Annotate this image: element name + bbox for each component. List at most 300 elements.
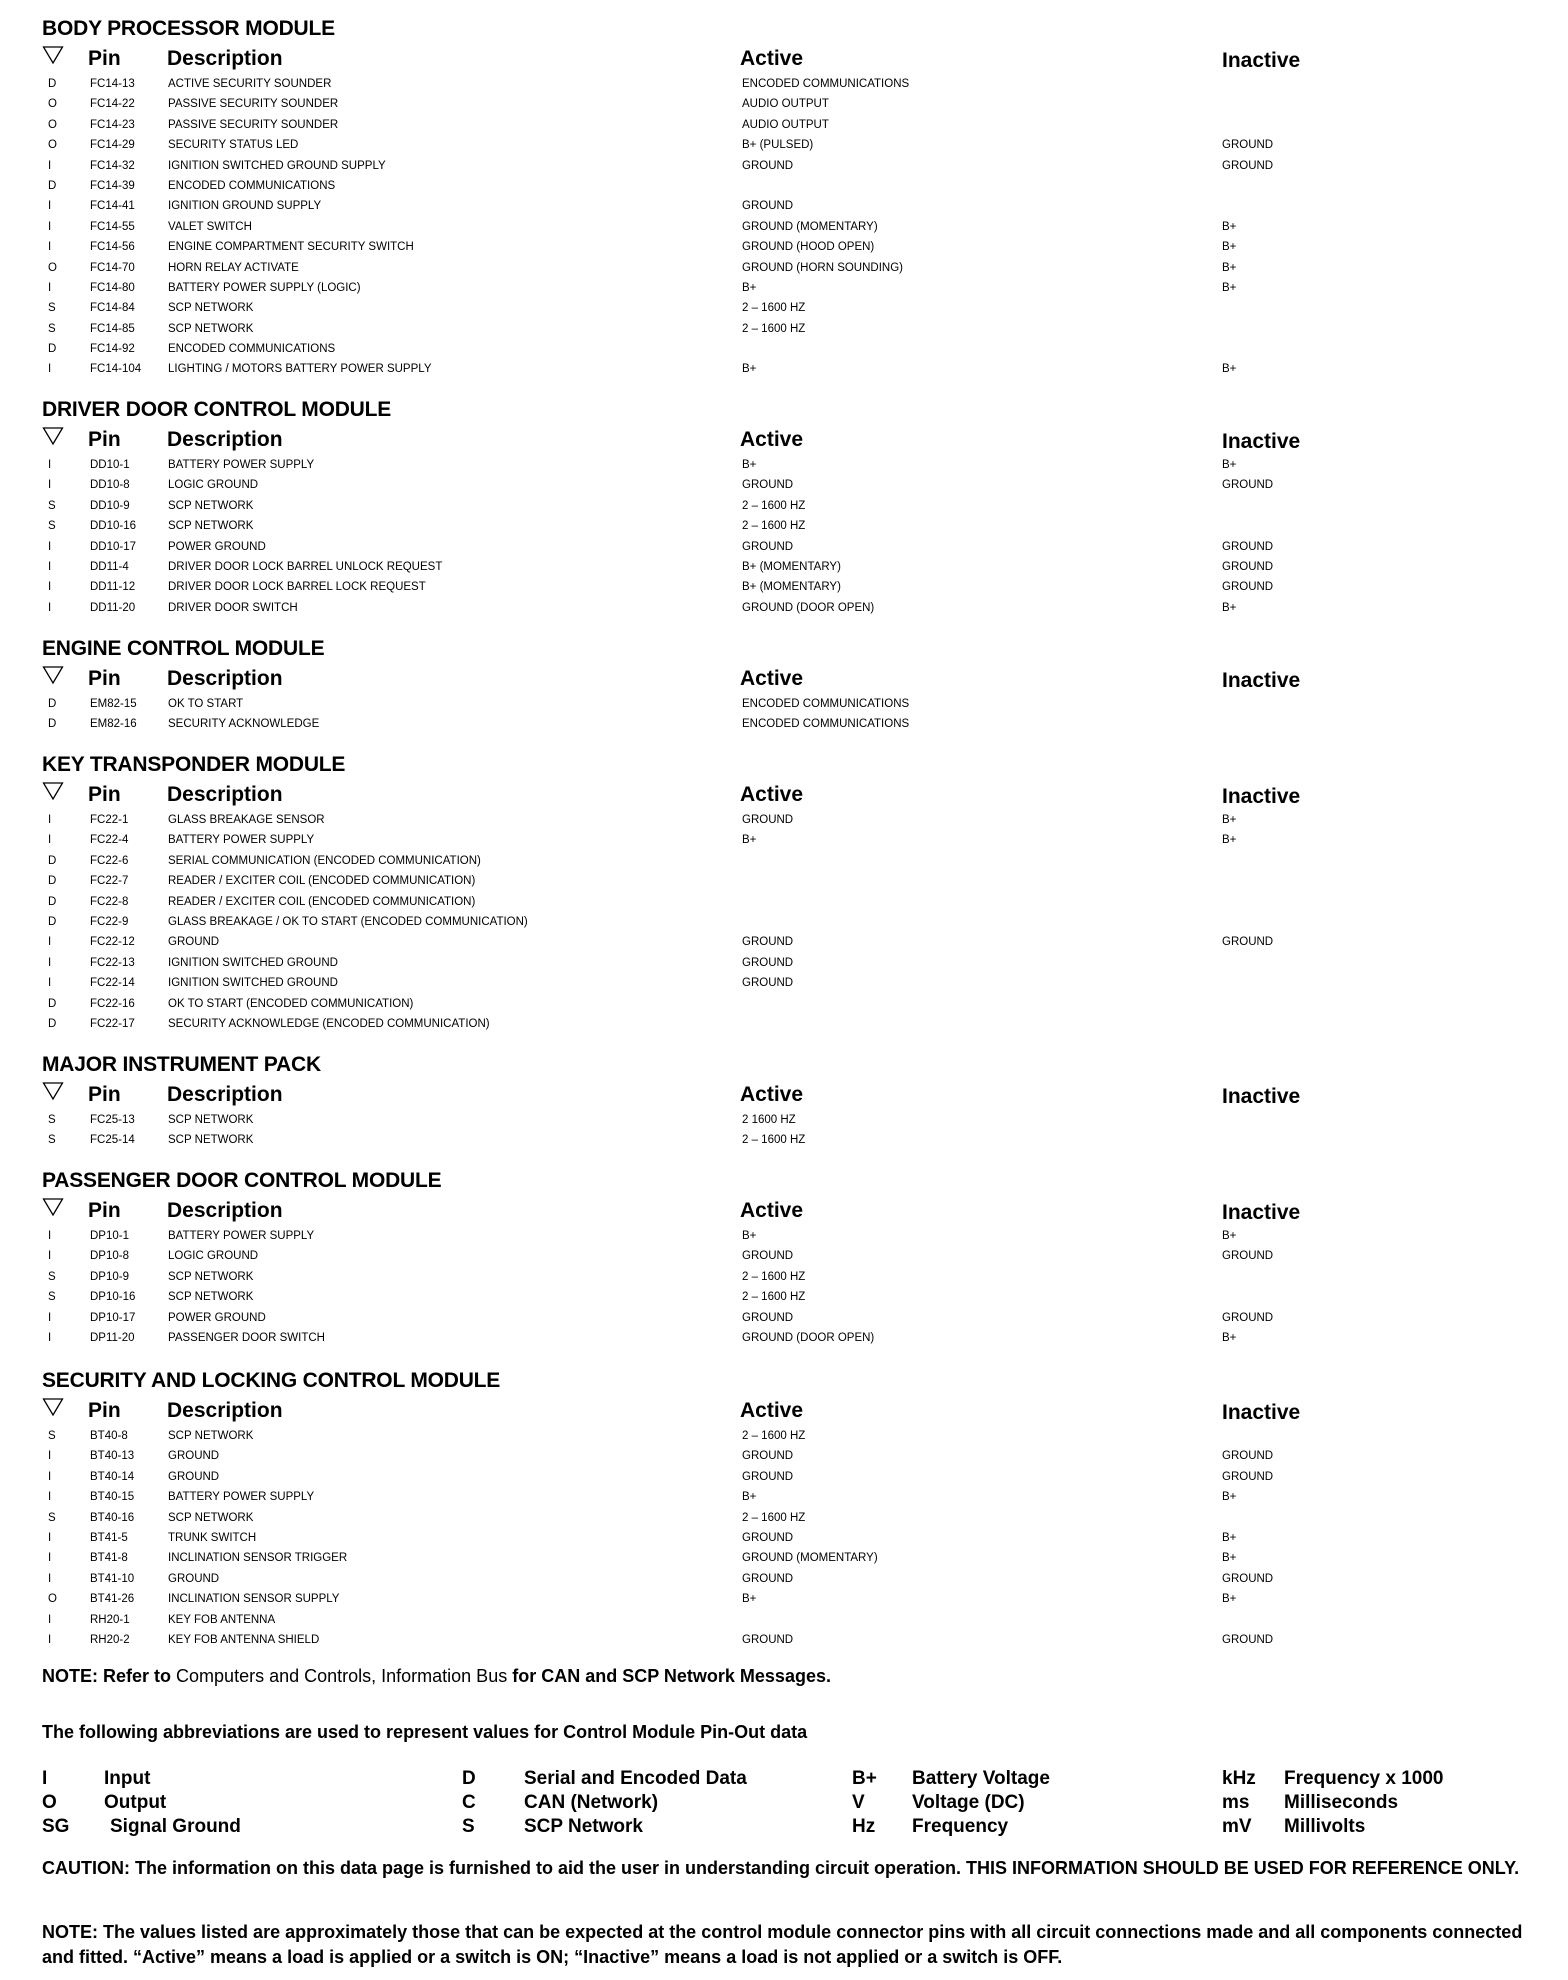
pin-description: PASSIVE SECURITY SOUNDER bbox=[168, 118, 339, 131]
pin-description: IGNITION SWITCHED GROUND bbox=[168, 956, 338, 969]
active-value: 2 – 1600 HZ bbox=[742, 302, 806, 315]
active-value: GROUND bbox=[742, 159, 794, 172]
header-pin: Pin bbox=[88, 783, 121, 806]
header-active: Active bbox=[740, 1083, 804, 1106]
module-title: MAJOR INSTRUMENT PACK bbox=[42, 1053, 321, 1076]
inactive-value: B+ bbox=[1222, 1491, 1237, 1504]
active-value: GROUND bbox=[742, 1572, 794, 1585]
active-value: 2 – 1600 HZ bbox=[742, 520, 806, 533]
io-type: I bbox=[48, 1230, 52, 1242]
active-value: B+ bbox=[742, 1593, 757, 1606]
inactive-value: B+ bbox=[1222, 220, 1237, 233]
abbreviation-meaning: Output bbox=[104, 1792, 167, 1813]
active-value: GROUND (DOOR OPEN) bbox=[742, 1331, 875, 1344]
pin-id: EM82-16 bbox=[90, 718, 137, 731]
pin-row bbox=[42, 851, 1542, 871]
io-type: D bbox=[48, 1017, 57, 1030]
pin-description: TRUNK SWITCH bbox=[168, 1531, 257, 1544]
active-value: 2 – 1600 HZ bbox=[742, 1134, 806, 1147]
abbreviation-code: O bbox=[42, 1792, 57, 1813]
active-value: 2 – 1600 HZ bbox=[742, 1511, 806, 1524]
pin-id: FC14-92 bbox=[90, 343, 135, 356]
pin-id: FC14-41 bbox=[90, 200, 135, 213]
values-note: NOTE: The values listed are approximately those that can be expected at the control module connector pins with all circuit connections made and all components connected and fitted. “Active” means a load is applied or a switch is ON; “Inactive” means a load is not applied or a switch is OFF. bbox=[42, 1922, 1523, 1967]
header-description: Description bbox=[167, 428, 283, 451]
io-type: D bbox=[48, 718, 57, 731]
pin-description: GLASS BREAKAGE SENSOR bbox=[168, 814, 325, 826]
active-value: GROUND (HORN SOUNDING) bbox=[742, 261, 903, 274]
io-type: I bbox=[48, 1450, 52, 1463]
inactive-value: GROUND bbox=[1222, 1311, 1274, 1324]
pin-row bbox=[42, 217, 1542, 237]
io-type: S bbox=[48, 520, 56, 533]
io-type: I bbox=[48, 363, 52, 376]
pin-id: FC14-80 bbox=[90, 281, 135, 294]
pin-row bbox=[42, 830, 1542, 850]
pin-id: FC14-70 bbox=[90, 261, 135, 274]
pin-id: FC22-16 bbox=[90, 997, 135, 1010]
module-section bbox=[42, 1366, 1542, 1650]
io-type: I bbox=[48, 601, 52, 614]
pin-row bbox=[42, 1328, 1542, 1348]
active-value: 2 – 1600 HZ bbox=[742, 322, 806, 335]
io-type: S bbox=[48, 322, 56, 335]
header-inactive: Inactive bbox=[1222, 669, 1301, 692]
pin-id: BT41-26 bbox=[90, 1593, 135, 1606]
io-type: I bbox=[48, 1572, 52, 1585]
pin-row bbox=[42, 994, 1542, 1014]
pin-description: INCLINATION SENSOR TRIGGER bbox=[168, 1552, 348, 1565]
pin-row bbox=[42, 1589, 1542, 1609]
pin-id: FC22-4 bbox=[90, 834, 129, 847]
active-value: GROUND bbox=[742, 1250, 794, 1263]
abbreviation-code: D bbox=[462, 1768, 476, 1789]
pin-id: DD10-17 bbox=[90, 540, 137, 553]
pin-id: DD10-8 bbox=[90, 479, 130, 492]
pin-row bbox=[42, 1110, 1542, 1130]
active-value: AUDIO OUTPUT bbox=[742, 98, 829, 111]
pin-id: FC22-14 bbox=[90, 977, 135, 990]
pin-row bbox=[42, 598, 1542, 618]
io-type: O bbox=[48, 1593, 57, 1606]
active-value: 2 1600 HZ bbox=[742, 1114, 796, 1126]
pin-description: SECURITY ACKNOWLEDGE bbox=[168, 718, 320, 731]
pin-description: PASSENGER DOOR SWITCH bbox=[168, 1331, 325, 1344]
header-pin: Pin bbox=[88, 1083, 121, 1106]
module-section bbox=[42, 14, 1542, 380]
pin-description: LOGIC GROUND bbox=[168, 479, 259, 492]
pin-row bbox=[42, 714, 1542, 734]
pin-description: ENCODED COMMUNICATIONS bbox=[168, 179, 336, 192]
io-type: D bbox=[48, 343, 57, 356]
pin-id: FC22-7 bbox=[90, 875, 129, 888]
inactive-value: GROUND bbox=[1222, 560, 1274, 573]
pin-row bbox=[42, 557, 1542, 577]
pin-description: POWER GROUND bbox=[168, 1311, 266, 1324]
abbreviation-code: V bbox=[852, 1792, 865, 1813]
pin-description: IGNITION SWITCHED GROUND bbox=[168, 977, 338, 990]
pin-description: SCP NETWORK bbox=[168, 322, 254, 335]
pin-description: READER / EXCITER COIL (ENCODED COMMUNICATION) bbox=[168, 895, 476, 908]
pin-description: ACTIVE SECURITY SOUNDER bbox=[168, 78, 332, 90]
pin-description: BATTERY POWER SUPPLY bbox=[168, 1230, 315, 1242]
abbreviation-code: SG bbox=[42, 1816, 70, 1837]
header-inactive: Inactive bbox=[1222, 430, 1301, 453]
io-type: D bbox=[48, 875, 57, 888]
inactive-value: GROUND bbox=[1222, 139, 1274, 152]
pin-id: BT41-5 bbox=[90, 1531, 128, 1544]
header-inactive: Inactive bbox=[1222, 785, 1301, 808]
io-type: S bbox=[48, 1134, 56, 1147]
pin-description: DRIVER DOOR SWITCH bbox=[168, 601, 298, 614]
pin-id: DP11-20 bbox=[90, 1331, 135, 1344]
pin-description: IGNITION SWITCHED GROUND SUPPLY bbox=[168, 159, 386, 172]
pin-row bbox=[42, 953, 1542, 973]
pin-description: LOGIC GROUND bbox=[168, 1250, 259, 1263]
inactive-value: B+ bbox=[1222, 814, 1237, 826]
header-active: Active bbox=[740, 428, 804, 451]
io-type: I bbox=[48, 1331, 52, 1344]
triangle-icon bbox=[42, 665, 64, 685]
active-value: B+ bbox=[742, 1491, 757, 1504]
pin-id: FC14-104 bbox=[90, 363, 142, 376]
caution-text: CAUTION: The information on this data page is furnished to aid the user in understanding circuit operation. THIS INFORMATION SHOULD BE USED FOR REFERENCE ONLY. bbox=[42, 1858, 1520, 1878]
inactive-value: GROUND bbox=[1222, 1572, 1274, 1585]
active-value: B+ bbox=[742, 1230, 757, 1242]
module-title: BODY PROCESSOR MODULE bbox=[42, 17, 335, 40]
io-type: D bbox=[48, 698, 57, 710]
header-description: Description bbox=[167, 783, 283, 806]
pin-id: DP10-9 bbox=[90, 1270, 129, 1283]
abbreviation-meaning: Millivolts bbox=[1284, 1816, 1366, 1837]
pin-description: ENCODED COMMUNICATIONS bbox=[168, 343, 336, 356]
abbreviation-meaning: Frequency x 1000 bbox=[1284, 1768, 1444, 1789]
io-type: I bbox=[48, 956, 52, 969]
pin-description: SCP NETWORK bbox=[168, 1430, 254, 1442]
module-title: ENGINE CONTROL MODULE bbox=[42, 637, 325, 660]
header-pin: Pin bbox=[88, 667, 121, 690]
header-pin: Pin bbox=[88, 1399, 121, 1422]
active-value: GROUND bbox=[742, 1311, 794, 1324]
network-note bbox=[42, 1666, 831, 1687]
pin-description: GROUND bbox=[168, 1572, 220, 1585]
pin-row bbox=[42, 1548, 1542, 1568]
inactive-value: GROUND bbox=[1222, 1450, 1274, 1463]
pin-id: FC22-17 bbox=[90, 1017, 135, 1030]
io-type: S bbox=[48, 1511, 56, 1524]
pin-id: FC25-14 bbox=[90, 1134, 135, 1147]
io-type: I bbox=[48, 459, 52, 471]
module-title: PASSENGER DOOR CONTROL MODULE bbox=[42, 1169, 442, 1192]
pin-id: DP10-17 bbox=[90, 1311, 136, 1324]
io-type: S bbox=[48, 1291, 56, 1304]
pin-description: KEY FOB ANTENNA bbox=[168, 1613, 276, 1626]
inactive-value: B+ bbox=[1222, 1230, 1237, 1242]
pin-id: FC22-13 bbox=[90, 956, 135, 969]
abbreviation-meaning: Serial and Encoded Data bbox=[524, 1768, 747, 1789]
inactive-value: GROUND bbox=[1222, 479, 1274, 492]
active-value: 2 – 1600 HZ bbox=[742, 1430, 806, 1442]
pin-id: BT40-16 bbox=[90, 1511, 135, 1524]
io-type: S bbox=[48, 1114, 56, 1126]
note-refer-text: Refer to bbox=[103, 1666, 172, 1686]
pin-description: SECURITY STATUS LED bbox=[168, 139, 299, 152]
pin-row bbox=[42, 516, 1542, 536]
pin-id: BT41-10 bbox=[90, 1572, 135, 1585]
pin-id: DD11-20 bbox=[90, 601, 136, 614]
pin-row bbox=[42, 810, 1542, 830]
pin-id: RH20-1 bbox=[90, 1613, 130, 1626]
active-value: AUDIO OUTPUT bbox=[742, 118, 829, 131]
pin-description: SCP NETWORK bbox=[168, 1270, 254, 1283]
header-description: Description bbox=[167, 47, 283, 70]
pin-row bbox=[42, 1467, 1542, 1487]
pin-row bbox=[42, 694, 1542, 714]
io-type: I bbox=[48, 936, 52, 949]
io-type: I bbox=[48, 479, 52, 492]
active-value: GROUND bbox=[742, 1450, 794, 1463]
pin-row bbox=[42, 973, 1542, 993]
io-type: O bbox=[48, 98, 57, 111]
inactive-value: B+ bbox=[1222, 459, 1237, 471]
column-header bbox=[42, 1196, 1542, 1226]
pin-id: BT41-8 bbox=[90, 1552, 128, 1565]
pin-id: DD10-16 bbox=[90, 520, 137, 533]
active-value: ENCODED COMMUNICATIONS bbox=[742, 78, 910, 90]
column-header bbox=[42, 44, 1542, 74]
pin-id: FC14-84 bbox=[90, 302, 135, 315]
inactive-value: GROUND bbox=[1222, 540, 1274, 553]
header-inactive: Inactive bbox=[1222, 1085, 1301, 1108]
io-type: D bbox=[48, 997, 57, 1010]
io-type: I bbox=[48, 200, 52, 213]
pin-row bbox=[42, 496, 1542, 516]
pin-id: FC14-39 bbox=[90, 179, 135, 192]
active-value: GROUND (HOOD OPEN) bbox=[742, 241, 875, 254]
pin-id: BT40-13 bbox=[90, 1450, 135, 1463]
pin-row bbox=[42, 94, 1542, 114]
active-value: GROUND (DOOR OPEN) bbox=[742, 601, 875, 614]
io-type: O bbox=[48, 261, 57, 274]
pin-row bbox=[42, 319, 1542, 339]
pin-row bbox=[42, 1014, 1542, 1034]
header-active: Active bbox=[740, 783, 804, 806]
io-type: I bbox=[48, 159, 52, 172]
io-type: I bbox=[48, 1531, 52, 1544]
pin-row bbox=[42, 1246, 1542, 1266]
column-header bbox=[42, 780, 1542, 810]
abbreviations-intro: The following abbreviations are used to represent values for Control Module Pin-Out data bbox=[42, 1722, 808, 1742]
pin-description: VALET SWITCH bbox=[168, 220, 252, 233]
io-type: D bbox=[48, 915, 57, 928]
pin-description: GROUND bbox=[168, 1450, 220, 1463]
pin-row bbox=[42, 537, 1542, 557]
note-reference-link[interactable]: Computers and Controls, Information Bus bbox=[176, 1666, 508, 1686]
header-active: Active bbox=[740, 667, 804, 690]
header-inactive: Inactive bbox=[1222, 49, 1301, 72]
triangle-icon bbox=[42, 1081, 64, 1101]
io-type: I bbox=[48, 220, 52, 233]
io-type: I bbox=[48, 540, 52, 553]
column-header bbox=[42, 425, 1542, 455]
io-type: I bbox=[48, 241, 52, 254]
pin-description: POWER GROUND bbox=[168, 540, 266, 553]
column-header bbox=[42, 664, 1542, 694]
header-inactive: Inactive bbox=[1222, 1201, 1301, 1224]
header-pin: Pin bbox=[88, 47, 121, 70]
pin-description: BATTERY POWER SUPPLY bbox=[168, 1491, 315, 1504]
pin-id: DP10-1 bbox=[90, 1230, 129, 1242]
inactive-value: B+ bbox=[1222, 363, 1237, 376]
pin-row bbox=[42, 1426, 1542, 1446]
pin-description: BATTERY POWER SUPPLY bbox=[168, 834, 315, 847]
pin-id: FC14-55 bbox=[90, 220, 135, 233]
abbreviation-code: mV bbox=[1222, 1816, 1252, 1837]
triangle-icon bbox=[42, 1197, 64, 1217]
header-active: Active bbox=[740, 47, 804, 70]
pin-description: SCP NETWORK bbox=[168, 520, 254, 533]
pin-row bbox=[42, 1487, 1542, 1507]
io-type: D bbox=[48, 78, 57, 90]
pin-row bbox=[42, 1446, 1542, 1466]
pin-row bbox=[42, 135, 1542, 155]
module-section bbox=[42, 634, 1542, 735]
pin-description: SCP NETWORK bbox=[168, 1114, 254, 1126]
pin-row bbox=[42, 455, 1542, 475]
pin-id: FC22-9 bbox=[90, 915, 129, 928]
pin-id: FC14-13 bbox=[90, 78, 135, 90]
header-description: Description bbox=[167, 1399, 283, 1422]
pin-description: PASSIVE SECURITY SOUNDER bbox=[168, 98, 339, 111]
abbreviation-meaning: Frequency bbox=[912, 1816, 1009, 1837]
pin-id: FC22-12 bbox=[90, 936, 135, 949]
io-type: S bbox=[48, 302, 56, 315]
inactive-value: B+ bbox=[1222, 601, 1237, 614]
pin-row bbox=[42, 1630, 1542, 1650]
abbreviation-code: S bbox=[462, 1816, 475, 1837]
pin-id: BT40-14 bbox=[90, 1470, 135, 1483]
pin-id: FC22-1 bbox=[90, 814, 129, 826]
active-value: GROUND bbox=[742, 1531, 794, 1544]
io-type: I bbox=[48, 560, 52, 573]
abbreviation-meaning: SCP Network bbox=[524, 1816, 643, 1837]
header-description: Description bbox=[167, 667, 283, 690]
io-type: I bbox=[48, 814, 52, 826]
abbreviation-meaning: Battery Voltage bbox=[912, 1768, 1050, 1789]
pin-row bbox=[42, 237, 1542, 257]
pin-description: ENGINE COMPARTMENT SECURITY SWITCH bbox=[168, 241, 414, 254]
active-value: B+ bbox=[742, 281, 757, 294]
pin-description: GLASS BREAKAGE / OK TO START (ENCODED COMMUNICATION) bbox=[168, 915, 528, 928]
inactive-value: B+ bbox=[1222, 1331, 1237, 1344]
pin-id: RH20-2 bbox=[90, 1633, 130, 1646]
io-type: D bbox=[48, 179, 57, 192]
module-section bbox=[42, 1050, 1542, 1151]
abbreviation-code: ms bbox=[1222, 1792, 1250, 1813]
pin-row bbox=[42, 1287, 1542, 1307]
io-type: I bbox=[48, 1491, 52, 1504]
inactive-value: GROUND bbox=[1222, 581, 1274, 594]
active-value: GROUND bbox=[742, 1633, 794, 1646]
pin-description: HORN RELAY ACTIVATE bbox=[168, 261, 299, 274]
pin-row bbox=[42, 912, 1542, 932]
active-value: GROUND bbox=[742, 540, 794, 553]
io-type: I bbox=[48, 281, 52, 294]
io-type: I bbox=[48, 977, 52, 990]
inactive-value: GROUND bbox=[1222, 936, 1274, 949]
active-value: GROUND bbox=[742, 479, 794, 492]
pin-row bbox=[42, 932, 1542, 952]
pin-description: LIGHTING / MOTORS BATTERY POWER SUPPLY bbox=[168, 363, 432, 376]
pin-description: SCP NETWORK bbox=[168, 302, 254, 315]
pin-id: DP10-16 bbox=[90, 1291, 136, 1304]
triangle-icon bbox=[42, 1397, 64, 1417]
abbreviation-code: B+ bbox=[852, 1768, 877, 1789]
abbreviation-meaning: Voltage (DC) bbox=[912, 1792, 1025, 1813]
io-type: I bbox=[48, 1311, 52, 1324]
active-value: B+ bbox=[742, 363, 757, 376]
abbreviation-meaning: Milliseconds bbox=[1284, 1792, 1399, 1813]
header-description: Description bbox=[167, 1199, 283, 1222]
pin-id: FC14-85 bbox=[90, 322, 135, 335]
pin-description: SCP NETWORK bbox=[168, 1291, 254, 1304]
pin-id: FC22-6 bbox=[90, 854, 129, 867]
triangle-icon bbox=[42, 781, 64, 801]
abbreviation-meaning: CAN (Network) bbox=[524, 1792, 659, 1813]
pin-description: GROUND bbox=[168, 1470, 220, 1483]
io-type: I bbox=[48, 1613, 52, 1626]
active-value: B+ (MOMENTARY) bbox=[742, 581, 841, 594]
pin-description: SERIAL COMMUNICATION (ENCODED COMMUNICATION) bbox=[168, 854, 481, 867]
pin-row bbox=[42, 871, 1542, 891]
active-value: GROUND bbox=[742, 956, 794, 969]
pin-id: FC14-32 bbox=[90, 159, 135, 172]
inactive-value: B+ bbox=[1222, 1531, 1237, 1544]
pin-description: OK TO START (ENCODED COMMUNICATION) bbox=[168, 997, 414, 1010]
module-title: DRIVER DOOR CONTROL MODULE bbox=[42, 398, 392, 421]
io-type: O bbox=[48, 118, 57, 131]
io-type: I bbox=[48, 834, 52, 847]
active-value: ENCODED COMMUNICATIONS bbox=[742, 698, 910, 710]
pin-row bbox=[42, 359, 1542, 379]
pin-row bbox=[42, 1569, 1542, 1589]
pin-row bbox=[42, 339, 1542, 359]
active-value: 2 – 1600 HZ bbox=[742, 499, 806, 512]
pin-row bbox=[42, 1528, 1542, 1548]
pin-row bbox=[42, 577, 1542, 597]
abbreviation-meaning: Input bbox=[104, 1768, 151, 1789]
inactive-value: B+ bbox=[1222, 281, 1237, 294]
io-type: I bbox=[48, 1633, 52, 1646]
abbreviation-code: Hz bbox=[852, 1816, 876, 1837]
pin-row bbox=[42, 892, 1542, 912]
pin-row bbox=[42, 1610, 1542, 1630]
pin-description: INCLINATION SENSOR SUPPLY bbox=[168, 1593, 340, 1606]
pin-id: FC14-29 bbox=[90, 139, 135, 152]
pin-id: DD11-4 bbox=[90, 560, 129, 573]
abbreviation-code: kHz bbox=[1222, 1768, 1256, 1789]
pin-id: DD10-9 bbox=[90, 499, 130, 512]
inactive-value: B+ bbox=[1222, 834, 1237, 847]
triangle-icon bbox=[42, 45, 64, 65]
pin-id: BT40-8 bbox=[90, 1430, 128, 1442]
pin-row bbox=[42, 1267, 1542, 1287]
module-section bbox=[42, 395, 1542, 618]
column-header bbox=[42, 1080, 1542, 1110]
abbreviation-code: I bbox=[42, 1768, 48, 1789]
pin-row bbox=[42, 176, 1542, 196]
header-inactive: Inactive bbox=[1222, 1401, 1301, 1424]
